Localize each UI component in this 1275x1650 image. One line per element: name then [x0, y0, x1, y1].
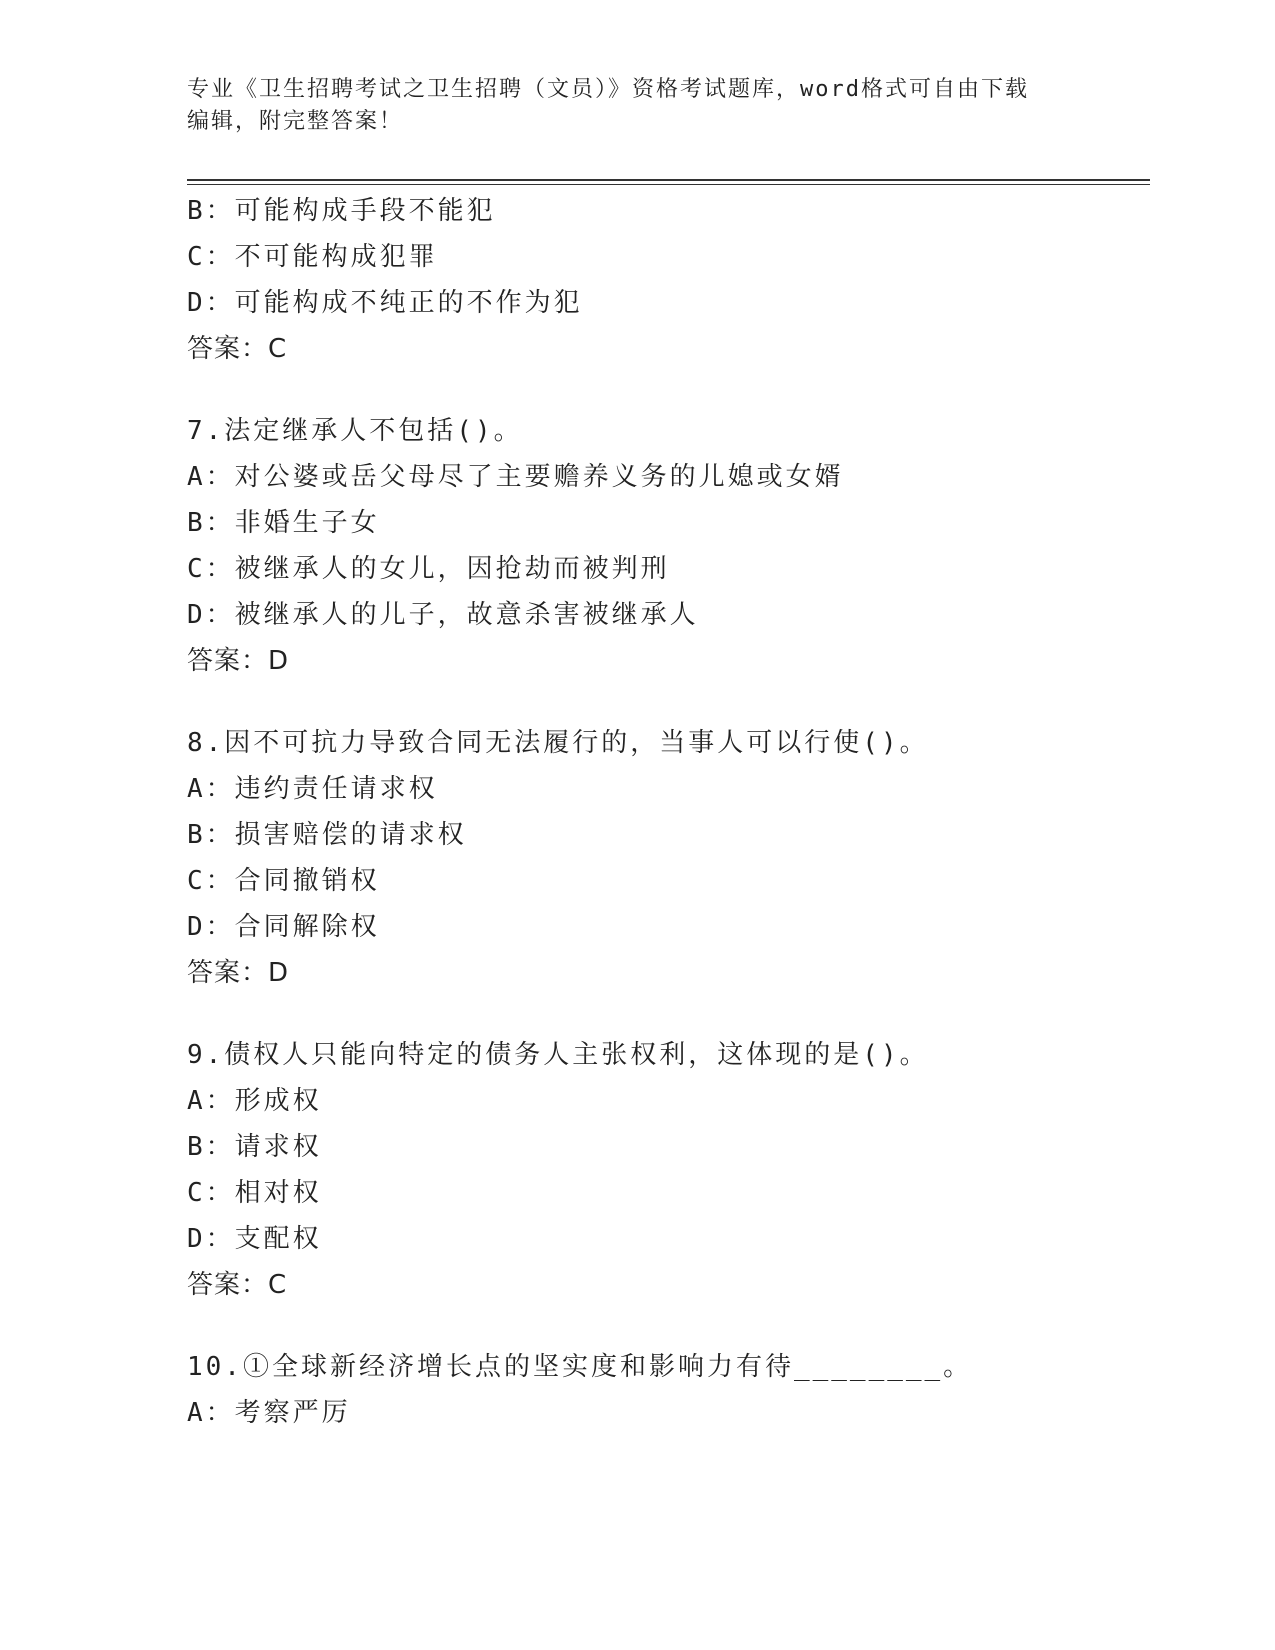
question-block-continued	[187, 188, 1147, 372]
header-line-2: 编辑，附完整答案！	[187, 109, 404, 134]
option-c: C：合同撤销权	[187, 866, 380, 896]
question-block-8	[187, 720, 1147, 996]
option-a: A：形成权	[187, 1086, 322, 1116]
option-c: C：被继承人的女儿，因抢劫而被判刑	[187, 554, 670, 584]
question-stem: 9.债权人只能向特定的债务人主张权利，这体现的是()。	[187, 1040, 929, 1070]
option-a: A：违约责任请求权	[187, 774, 438, 804]
option-b: B：损害赔偿的请求权	[187, 820, 467, 850]
question-list	[187, 188, 1147, 1436]
answer-line: 答案：C	[187, 334, 288, 364]
option-d: D：合同解除权	[187, 912, 380, 942]
option-d: D：被继承人的儿子，故意杀害被继承人	[187, 600, 699, 630]
header-divider-thin	[187, 184, 1150, 185]
option-a: A：对公婆或岳父母尽了主要赡养义务的儿媳或女婿	[187, 462, 844, 492]
question-block-7	[187, 408, 1147, 684]
answer-line: 答案：C	[187, 1270, 288, 1300]
option-b: B：请求权	[187, 1132, 322, 1162]
answer-line: 答案：D	[187, 958, 290, 988]
question-block-10	[187, 1344, 1147, 1436]
header-divider-thick	[187, 179, 1150, 181]
option-d: D：可能构成不纯正的不作为犯	[187, 288, 583, 318]
option-d: D：支配权	[187, 1224, 322, 1254]
question-stem: 8.因不可抗力导致合同无法履行的，当事人可以行使()。	[187, 728, 929, 758]
document-header	[187, 74, 1087, 138]
question-stem: 7.法定继承人不包括()。	[187, 416, 523, 446]
question-stem: 10.①全球新经济增长点的坚实度和影响力有待________。	[187, 1352, 973, 1382]
option-a: A：考察严厉	[187, 1398, 351, 1428]
option-b: B：非婚生子女	[187, 508, 380, 538]
question-block-9	[187, 1032, 1147, 1308]
answer-line: 答案：D	[187, 646, 290, 676]
header-line-1: 专业《卫生招聘考试之卫生招聘（文员）》资格考试题库，word格式可自由下载	[187, 77, 1029, 102]
option-c: C：不可能构成犯罪	[187, 242, 438, 272]
option-c: C：相对权	[187, 1178, 322, 1208]
option-b: B：可能构成手段不能犯	[187, 196, 496, 226]
